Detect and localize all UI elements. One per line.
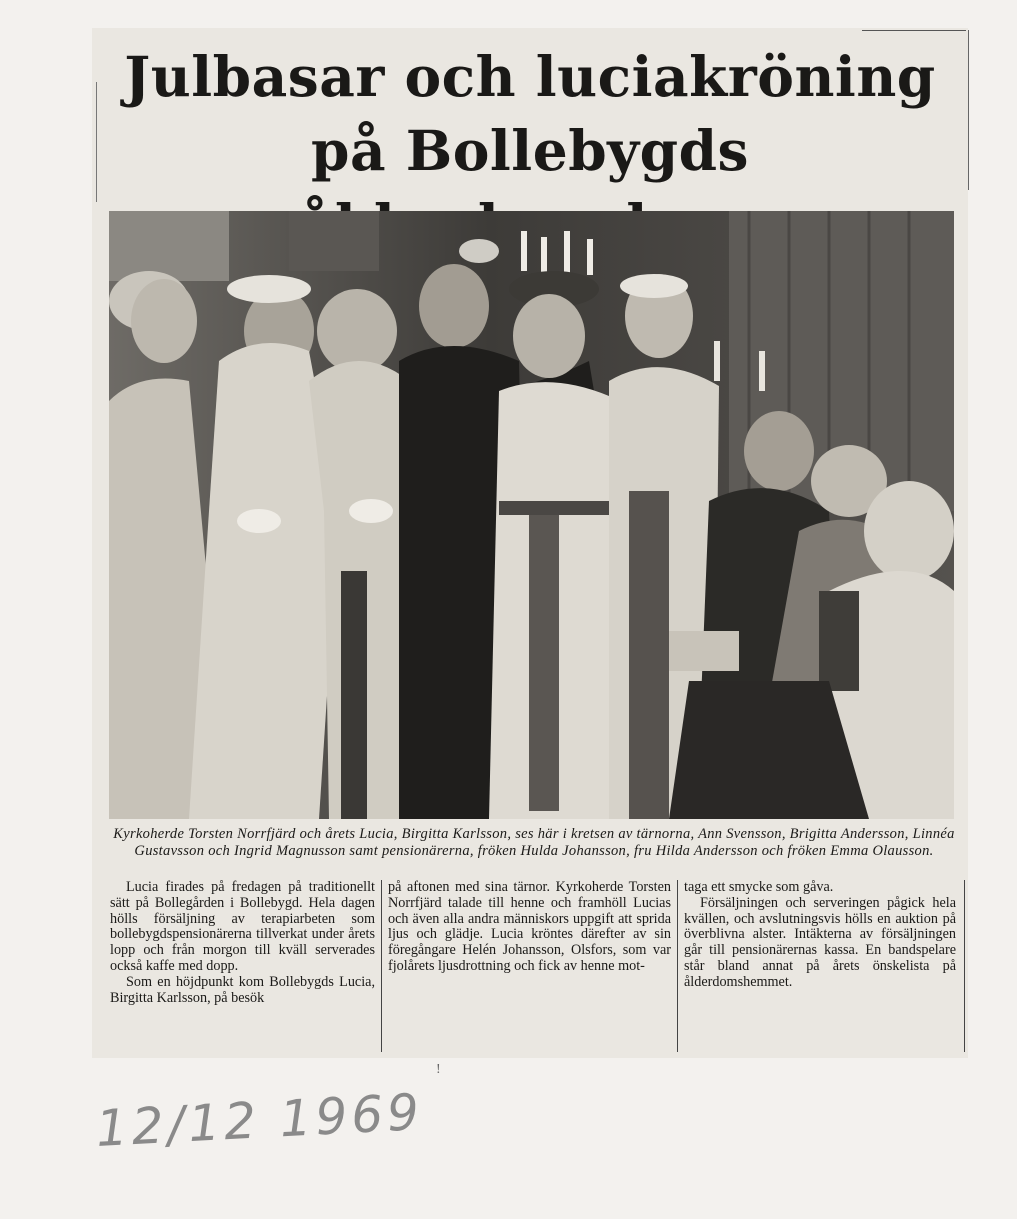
article-column-3	[678, 880, 962, 1052]
headline-line-2: på Bollebygds	[311, 118, 749, 183]
article-paragraph: Som en höjdpunkt kom Bollebygds Lucia, Birgitta Karlsson, på besök	[110, 973, 375, 1006]
photo-illustration	[109, 211, 954, 819]
article-column-2	[382, 880, 678, 1052]
handwritten-date: 12/12 1969	[94, 1082, 425, 1158]
article-paragraph: Försäljningen och serveringen pågick hela kvällen, och avslutningsvis hölls en auktion på överblivna alster. Intäkterna av försäljningen går till pensionärernas kassa. En bandspelare står bland annat på årets önskelista på ålderdomshemmet.	[684, 894, 956, 990]
column-rule	[862, 30, 966, 31]
article-paragraph: på aftonen med sina tärnor. Kyrkoherde Torsten Norrfjärd talade till henne och framhöll Lucias och även alla andra människors uppgift att sprida ljus och glädje. Lucia kröntes därefter av sin föregångare Helén Johansson, Olsfors, som var fjolårets ljusdrottning och fick av henne mot-	[388, 879, 671, 974]
headline-line-1: Julbasar och luciakröning	[124, 44, 936, 109]
article-body	[104, 880, 962, 1052]
stray-mark: !	[436, 1062, 441, 1077]
column-rule	[964, 880, 965, 1052]
column-rule	[968, 30, 969, 190]
photo-caption: Kyrkoherde Torsten Norrfjärd och årets Lucia, Birgitta Karlsson, ses här i kretsen av tärnorna, Ann Svensson, Brigitta Andersson, Linnéa Gustavsson och Ingrid Magnusson samt pensionärerna, fröken Hulda Johansson, fru Hilda Andersson och fröken Emma Olausson.	[113, 826, 955, 859]
article-paragraph: taga ett smycke som gåva.	[684, 879, 834, 895]
column-rule	[96, 82, 97, 202]
news-photo	[109, 211, 954, 819]
article-column-1	[104, 880, 382, 1052]
article-paragraph: Lucia firades på fredagen på traditionellt sätt på Bollegården i Bollebygd. Hela dagen hölls försäljning av terapiarbeten som bollebygdspensionärerna tillverkat under årets lopp och från morgon till kväll serverades också kaffe med dopp.	[110, 879, 375, 974]
